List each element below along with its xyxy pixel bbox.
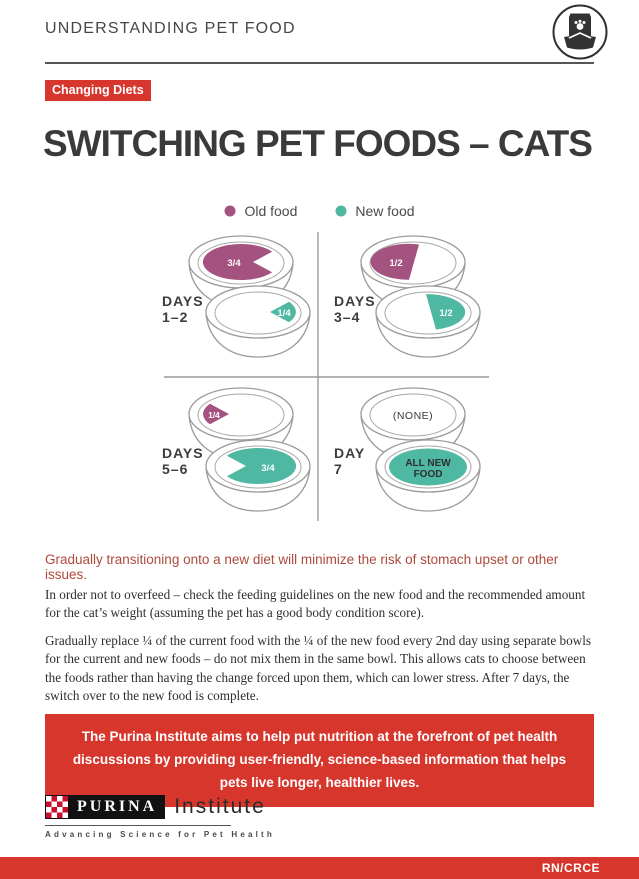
old-food-swatch-icon — [224, 205, 236, 217]
legend-new-label: New food — [355, 203, 415, 219]
new-food-swatch-icon — [335, 205, 347, 217]
purina-wordmark: PURINA — [69, 795, 165, 819]
lead-sentence: Gradually transitioning onto a new diet will minimize the risk of stomach upset or other issues. — [45, 552, 559, 582]
purina-institute-logo — [45, 795, 275, 839]
portion-label-line2: FOOD — [413, 469, 443, 480]
page-title: SWITCHING PET FOODS – CATS — [43, 123, 592, 164]
portion-label: 3/4 — [261, 463, 275, 474]
legend-item-old-food — [224, 203, 297, 219]
day-range-label: 1–2 — [162, 309, 189, 325]
institute-wordmark: Institute — [174, 795, 266, 818]
logo-tagline: Advancing Science for Pet Health — [45, 830, 275, 839]
legend-item-new-food — [335, 203, 414, 219]
footer-bar — [0, 857, 639, 879]
logo-divider-line — [45, 825, 231, 826]
header-title: UNDERSTANDING PET FOOD — [45, 20, 296, 37]
portion-label: 1/2 — [439, 308, 453, 319]
mission-banner: The Purina Institute aims to help put nutrition at the forefront of pet health discussions by providing user-friendly, science-based information that helps pets live longer, healthier lives. — [45, 714, 594, 807]
portion-label: 1/2 — [389, 258, 403, 269]
transition-schedule-diagram — [152, 228, 492, 528]
quadrant-day-7 — [334, 388, 480, 511]
day-label: DAY — [334, 445, 366, 461]
day-label: DAYS — [334, 293, 376, 309]
header-divider-line — [45, 62, 594, 64]
quadrant-days-1-2 — [162, 236, 310, 357]
new-food-bowl — [376, 286, 480, 357]
legend-old-label: Old food — [244, 203, 298, 219]
day-label: DAYS — [162, 293, 204, 309]
changing-diets-badge: Changing Diets — [45, 80, 151, 101]
portion-label: 3/4 — [227, 258, 241, 269]
portion-label: 1/4 — [208, 410, 220, 420]
new-food-bowl — [206, 286, 310, 357]
portion-label: (NONE) — [392, 410, 434, 422]
day-range-label: 3–4 — [334, 309, 361, 325]
portion-label-line1: ALL NEW — [405, 458, 451, 469]
quadrant-days-3-4 — [334, 236, 480, 357]
day-range-label: 5–6 — [162, 461, 189, 477]
body-paragraph-1: In order not to overfeed – check the feeding guidelines on the new food and the recommended amount for the cat’s weight (assuming the pet has a good body condition score). — [45, 587, 586, 621]
footer-code: RN/CRCE — [541, 861, 600, 875]
day-range-label: 7 — [334, 461, 343, 477]
new-food-bowl-full — [376, 440, 480, 511]
pet-food-bag-bowl-icon — [551, 3, 609, 61]
new-food-bowl — [206, 440, 310, 511]
quadrant-days-5-6 — [162, 388, 310, 511]
day-label: DAYS — [162, 445, 204, 461]
purina-checkerboard-icon — [45, 795, 69, 819]
portion-label: 1/4 — [277, 308, 291, 319]
legend — [0, 203, 639, 219]
body-paragraph-2: Gradually replace ¼ of the current food with the ¼ of the new food every 2nd day using separate bowls for the current and new foods – do not mix them in the same bowl. This allows cats to choose between the foods rather than having the change forced upon them, which can lower stress. After 7 days, the switch over to the new food is complete. — [45, 632, 592, 704]
